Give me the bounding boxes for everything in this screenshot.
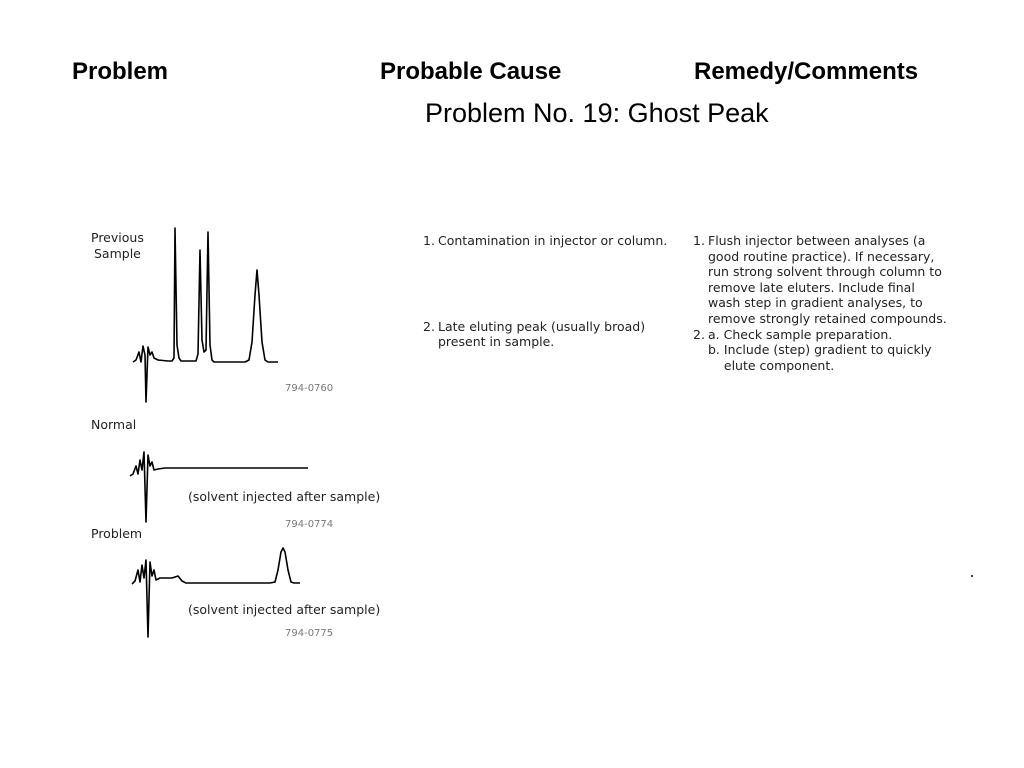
cause-text: Late eluting peak (usually broad) (438, 318, 646, 334)
stray-dot (971, 575, 973, 577)
panel3-code: 794-0775 (285, 628, 334, 639)
panel2-label: Normal (91, 417, 137, 432)
remedies-list (693, 233, 947, 373)
trace-problem (132, 548, 300, 637)
remedy-text: remove late eluters. Include final (708, 279, 915, 295)
cause-item-2 (423, 319, 667, 335)
panel1-label-line1: Previous (91, 230, 144, 245)
remedy-text: b. Include (step) gradient to quickly (708, 342, 932, 358)
cause-number: 2. (423, 318, 435, 334)
panel1-label-line2: Sample (94, 246, 141, 261)
cause-item-2-cont (423, 334, 667, 350)
header-problem: Problem (72, 58, 169, 85)
header-remedy-comments: Remedy/Comments (694, 58, 919, 85)
trace-previous-sample (133, 228, 278, 402)
cause-text: Contamination in injector or column. (438, 233, 668, 248)
remedy-text: wash step in gradient analyses, to (708, 295, 923, 311)
trace-normal (130, 452, 308, 522)
remedy-text: good routine practice). If necessary, (708, 248, 935, 264)
panel3-caption: (solvent injected after sample) (188, 602, 381, 617)
remedy-text: run strong solvent through column to (708, 264, 942, 280)
causes-list (423, 233, 667, 350)
page-title: Problem No. 19: Ghost Peak (425, 98, 769, 128)
remedy-text: remove strongly retained compounds. (708, 310, 947, 326)
remedy-number: 2. (693, 326, 705, 342)
panel1-code: 794-0760 (285, 383, 334, 394)
remedy-text: Flush injector between analyses (a (708, 233, 926, 248)
cause-text: present in sample. (438, 334, 555, 350)
header-probable-cause: Probable Cause (380, 58, 562, 85)
remedy-text: a. Check sample preparation. (708, 326, 893, 342)
panel3-label: Problem (91, 526, 143, 541)
panel2-code: 794-0774 (285, 519, 334, 530)
remedy-text: elute component. (708, 357, 835, 373)
panel2-caption: (solvent injected after sample) (188, 489, 381, 504)
remedy-item-2 (693, 327, 947, 343)
remedy-item-1 (693, 233, 947, 249)
remedy-number: 1. (693, 233, 705, 248)
cause-item-1 (423, 233, 667, 249)
cause-number: 1. (423, 233, 435, 248)
